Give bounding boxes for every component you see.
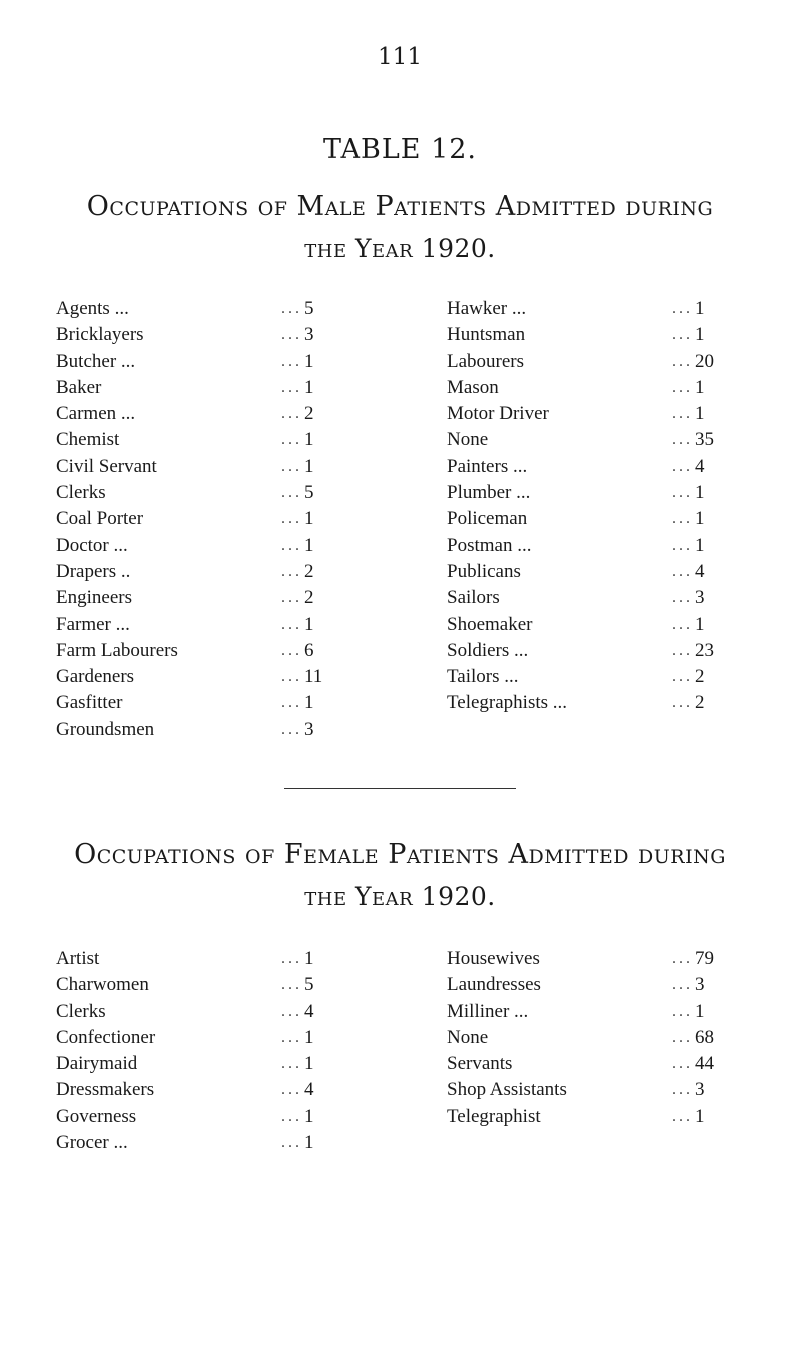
occupation-row xyxy=(447,506,737,532)
dot-leader: ... xyxy=(281,352,302,370)
male-heading-line1: Occupations of Male Patients Admitted during xyxy=(86,191,714,222)
occupation-count: 68 xyxy=(695,1026,714,1048)
occupation-count: 1 xyxy=(695,508,705,530)
occupation-name: Butcher ... xyxy=(56,350,136,372)
occupation-count: 1 xyxy=(304,1026,314,1048)
occupation-row xyxy=(447,454,737,480)
occupation-row xyxy=(447,585,737,611)
occupation-name: None xyxy=(447,1026,489,1048)
dot-leader: ... xyxy=(672,510,693,528)
occupation-count: 4 xyxy=(304,1000,314,1022)
occupation-name: Soldiers ... xyxy=(447,639,529,661)
occupation-row xyxy=(56,999,346,1025)
occupation-count: 1 xyxy=(695,482,705,504)
occupation-count: 1 xyxy=(304,1053,314,1075)
female-right-column xyxy=(447,946,737,1130)
occupation-row xyxy=(56,506,346,532)
occupation-name: Labourers xyxy=(447,350,525,372)
occupation-name: Engineers xyxy=(56,587,132,609)
dot-leader: ... xyxy=(672,950,693,967)
dot-leader: ... xyxy=(672,1028,693,1046)
occupation-row xyxy=(56,533,346,559)
occupation-count: 4 xyxy=(695,455,705,477)
female-heading-line1: Occupations of Female Patients Admitted during xyxy=(74,839,726,870)
dot-leader: ... xyxy=(672,326,693,344)
occupation-count: 1 xyxy=(695,613,705,635)
occupation-name: Charwomen xyxy=(56,974,149,996)
occupation-row xyxy=(56,717,346,743)
dot-leader: ... xyxy=(672,1002,693,1020)
occupation-count: 1 xyxy=(695,534,705,556)
dot-leader: ... xyxy=(281,694,302,712)
occupation-row xyxy=(56,454,346,480)
dot-leader: ... xyxy=(281,589,302,607)
occupation-row xyxy=(56,1130,346,1156)
dot-leader: ... xyxy=(281,1002,302,1020)
occupation-row xyxy=(447,322,737,348)
dot-leader: ... xyxy=(672,668,693,686)
dot-leader: ... xyxy=(281,976,302,994)
dot-leader: ... xyxy=(281,641,302,659)
dot-leader: ... xyxy=(281,1134,302,1152)
occupation-row xyxy=(447,612,737,638)
occupation-row xyxy=(56,296,346,322)
dot-leader: ... xyxy=(281,484,302,502)
occupation-name: Hawker ... xyxy=(447,298,527,319)
occupation-row xyxy=(56,585,346,611)
dot-leader: ... xyxy=(672,536,693,554)
dot-leader: ... xyxy=(281,536,302,554)
occupation-name: Clerks xyxy=(56,482,106,504)
occupation-name: Postman ... xyxy=(447,534,532,556)
occupation-name: Artist xyxy=(56,948,100,969)
occupation-name: Farm Labourers xyxy=(56,639,178,661)
occupation-count: 1 xyxy=(695,1105,705,1127)
occupation-row xyxy=(56,349,346,375)
occupation-row xyxy=(56,559,346,585)
dot-leader: ... xyxy=(281,615,302,633)
occupation-row xyxy=(56,480,346,506)
dot-leader: ... xyxy=(281,1081,302,1099)
occupation-name: Groundsmen xyxy=(56,718,155,740)
section-divider xyxy=(284,788,516,789)
dot-leader: ... xyxy=(672,431,693,449)
dot-leader: ... xyxy=(672,615,693,633)
page-number: 111 xyxy=(378,44,422,70)
female-heading-line2: the Year 1920. xyxy=(304,882,496,911)
occupation-row xyxy=(447,946,737,972)
dot-leader: ... xyxy=(672,694,693,712)
occupation-count: 2 xyxy=(695,692,705,714)
occupation-name: Clerks xyxy=(56,1000,106,1022)
occupation-count: 3 xyxy=(695,974,705,996)
dot-leader: ... xyxy=(672,589,693,607)
occupation-row xyxy=(56,1104,346,1130)
occupation-row xyxy=(56,1051,346,1077)
occupation-row xyxy=(447,999,737,1025)
dot-leader: ... xyxy=(281,950,302,967)
occupation-count: 1 xyxy=(304,376,314,398)
occupation-count: 1 xyxy=(304,534,314,556)
occupation-row xyxy=(447,1077,737,1103)
occupation-row xyxy=(56,690,346,716)
occupation-row xyxy=(56,427,346,453)
occupation-row xyxy=(447,375,737,401)
occupation-row xyxy=(56,1025,346,1051)
dot-leader: ... xyxy=(672,976,693,994)
occupation-name: Plumber ... xyxy=(447,482,531,504)
occupation-name: Milliner ... xyxy=(447,1000,529,1022)
dot-leader: ... xyxy=(672,457,693,475)
occupation-count: 1 xyxy=(304,948,314,969)
dot-leader: ... xyxy=(281,431,302,449)
dot-leader: ... xyxy=(281,457,302,475)
dot-leader: ... xyxy=(672,562,693,580)
occupation-row xyxy=(447,1104,737,1130)
occupation-name: None xyxy=(447,429,489,451)
occupation-row xyxy=(56,638,346,664)
occupation-name: Confectioner xyxy=(56,1026,156,1048)
dot-leader: ... xyxy=(672,1081,693,1099)
occupation-row xyxy=(56,375,346,401)
dot-leader: ... xyxy=(281,562,302,580)
occupation-count: 20 xyxy=(695,350,714,372)
occupation-name: Dressmakers xyxy=(56,1079,155,1101)
occupation-count: 23 xyxy=(695,639,714,661)
dot-leader: ... xyxy=(672,1055,693,1073)
occupation-count: 2 xyxy=(304,403,314,425)
occupation-count: 1 xyxy=(695,324,705,346)
occupation-name: Agents ... xyxy=(56,298,129,319)
occupation-row xyxy=(447,664,737,690)
occupation-count: 2 xyxy=(695,666,705,688)
male-heading-line2: the Year 1920. xyxy=(304,234,496,263)
occupation-count: 3 xyxy=(304,324,314,346)
occupation-row xyxy=(447,559,737,585)
occupation-name: Civil Servant xyxy=(56,455,157,477)
occupation-name: Chemist xyxy=(56,429,120,451)
occupation-count: 1 xyxy=(695,376,705,398)
occupation-name: Servants xyxy=(447,1053,513,1075)
occupation-row xyxy=(447,427,737,453)
occupation-count: 1 xyxy=(695,298,705,319)
dot-leader: ... xyxy=(672,378,693,396)
dot-leader: ... xyxy=(281,510,302,528)
occupation-count: 3 xyxy=(695,587,705,609)
occupation-name: Shoemaker xyxy=(447,613,533,635)
occupation-count: 5 xyxy=(304,482,314,504)
dot-leader: ... xyxy=(281,1107,302,1125)
occupation-name: Gasfitter xyxy=(56,692,123,714)
occupation-name: Drapers .. xyxy=(56,560,131,582)
dot-leader: ... xyxy=(672,300,693,317)
male-heading xyxy=(0,186,800,270)
occupation-name: Motor Driver xyxy=(447,403,549,425)
dot-leader: ... xyxy=(281,300,302,317)
occupation-row xyxy=(56,1077,346,1103)
dot-leader: ... xyxy=(672,641,693,659)
occupation-name: Huntsman xyxy=(447,324,526,346)
occupation-name: Dairymaid xyxy=(56,1053,138,1075)
male-right-column xyxy=(447,296,737,717)
occupation-row xyxy=(447,690,737,716)
occupation-name: Shop Assistants xyxy=(447,1079,567,1101)
occupation-name: Coal Porter xyxy=(56,508,144,530)
dot-leader: ... xyxy=(672,484,693,502)
occupation-name: Carmen ... xyxy=(56,403,136,425)
dot-leader: ... xyxy=(281,1055,302,1073)
occupation-row xyxy=(447,972,737,998)
dot-leader: ... xyxy=(281,326,302,344)
occupation-row xyxy=(447,1025,737,1051)
occupation-name: Telegraphists ... xyxy=(447,692,568,714)
occupation-name: Telegraphist xyxy=(447,1105,541,1127)
occupation-count: 5 xyxy=(304,974,314,996)
dot-leader: ... xyxy=(281,668,302,686)
occupation-name: Sailors xyxy=(447,587,500,609)
occupation-row xyxy=(56,972,346,998)
occupation-name: Publicans xyxy=(447,560,521,582)
occupation-name: Grocer ... xyxy=(56,1132,128,1154)
occupation-name: Governess xyxy=(56,1105,137,1127)
dot-leader: ... xyxy=(281,378,302,396)
dot-leader: ... xyxy=(281,720,302,738)
occupation-row xyxy=(447,1051,737,1077)
occupation-row xyxy=(56,612,346,638)
occupation-count: 79 xyxy=(695,948,714,969)
occupation-count: 1 xyxy=(304,613,314,635)
occupation-row xyxy=(447,480,737,506)
occupation-name: Baker xyxy=(56,376,102,398)
occupation-count: 35 xyxy=(695,429,714,451)
occupation-count: 4 xyxy=(695,560,705,582)
table-title: TABLE 12. xyxy=(322,134,478,165)
occupation-row xyxy=(447,401,737,427)
occupation-count: 3 xyxy=(695,1079,705,1101)
occupation-count: 1 xyxy=(304,350,314,372)
occupation-count: 2 xyxy=(304,587,314,609)
occupation-count: 2 xyxy=(304,560,314,582)
occupation-count: 1 xyxy=(695,1000,705,1022)
dot-leader: ... xyxy=(672,405,693,423)
occupation-name: Farmer ... xyxy=(56,613,130,635)
occupation-count: 1 xyxy=(304,429,314,451)
occupation-name: Gardeners xyxy=(56,666,135,688)
occupation-row xyxy=(447,349,737,375)
occupation-count: 1 xyxy=(304,455,314,477)
occupation-name: Housewives xyxy=(447,948,540,969)
dot-leader: ... xyxy=(281,1028,302,1046)
occupation-row xyxy=(447,296,737,322)
occupation-count: 1 xyxy=(304,1105,314,1127)
occupation-count: 4 xyxy=(304,1079,314,1101)
occupation-name: Painters ... xyxy=(447,455,528,477)
female-left-column xyxy=(56,946,346,1156)
male-left-column xyxy=(56,296,346,743)
occupation-name: Bricklayers xyxy=(56,324,144,346)
female-heading xyxy=(0,834,800,918)
occupation-name: Laundresses xyxy=(447,974,541,996)
occupation-row xyxy=(56,322,346,348)
occupation-name: Doctor ... xyxy=(56,534,128,556)
occupation-count: 5 xyxy=(304,298,314,319)
occupation-count: 11 xyxy=(304,666,323,688)
occupation-row xyxy=(56,664,346,690)
occupation-row xyxy=(447,533,737,559)
occupation-count: 44 xyxy=(695,1053,714,1075)
occupation-count: 3 xyxy=(304,718,314,740)
occupation-count: 1 xyxy=(304,692,314,714)
occupation-name: Mason xyxy=(447,376,499,398)
dot-leader: ... xyxy=(672,352,693,370)
dot-leader: ... xyxy=(672,1107,693,1125)
occupation-row xyxy=(56,401,346,427)
dot-leader: ... xyxy=(281,405,302,423)
occupation-name: Policeman xyxy=(447,508,528,530)
occupation-count: 6 xyxy=(304,639,314,661)
occupation-name: Tailors ... xyxy=(447,666,519,688)
occupation-count: 1 xyxy=(304,1132,314,1154)
occupation-count: 1 xyxy=(304,508,314,530)
occupation-row xyxy=(56,946,346,972)
occupation-count: 1 xyxy=(695,403,705,425)
occupation-row xyxy=(447,638,737,664)
